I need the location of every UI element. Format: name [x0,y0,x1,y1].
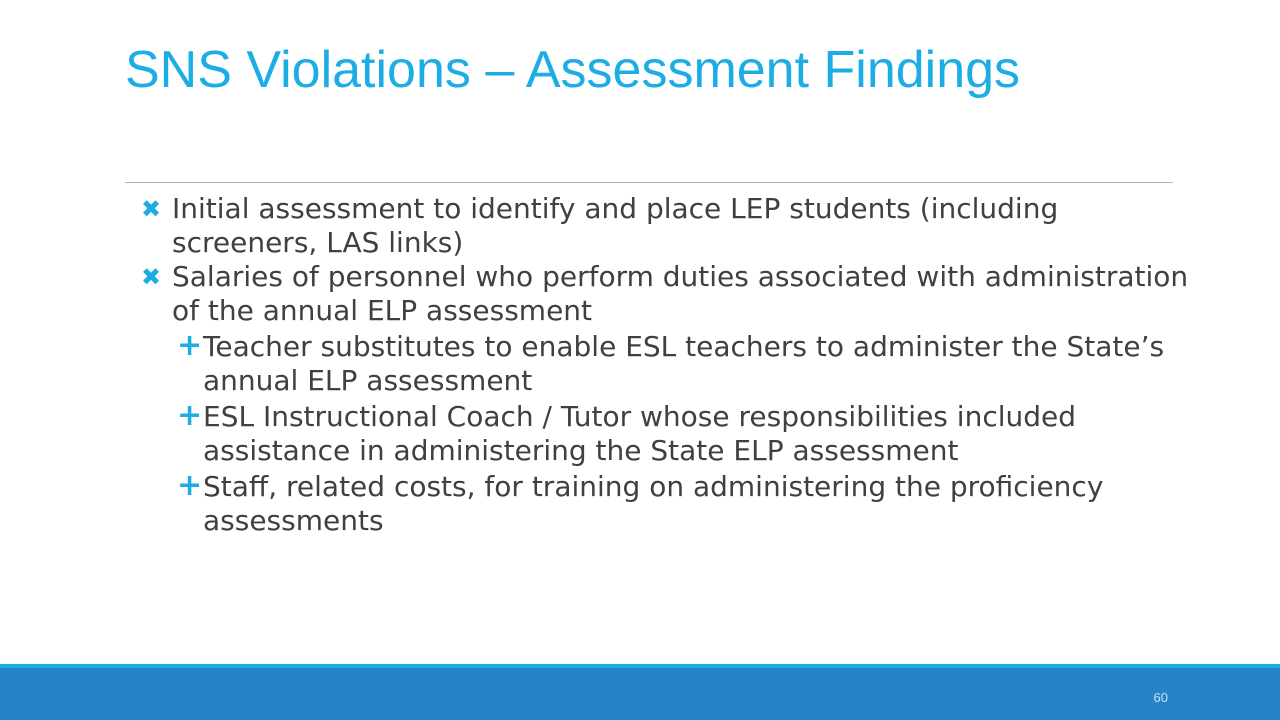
sub-bullet-text: Teacher substitutes to enable ESL teachers to administer the State’s annual ELP assessment [203,330,1165,397]
plus-icon: + [177,468,203,503]
title-divider [125,182,1173,183]
sub-bullet-item [177,330,1191,398]
sub-bullet-item [177,470,1191,538]
bullet-list [141,192,1191,538]
footer-accent-line [0,664,1280,668]
cross-mark-icon: ✖ [141,195,162,223]
footer-bar [0,664,1280,720]
bullet-item [141,192,1191,260]
bullet-text: Initial assessment to identify and place LEP students (including screeners, LAS links) [172,192,1059,259]
bullet-item [141,260,1191,328]
sub-bullet-text: Staff, related costs, for training on administering the proficiency assessments [203,470,1104,537]
slide-title: SNS Violations – Assessment Findings [125,41,1021,99]
plus-icon: + [177,328,203,363]
sub-bullet-item [177,400,1191,468]
sub-bullet-text: ESL Instructional Coach / Tutor whose responsibilities included assistance in administering the State ELP assessment [203,400,1077,467]
plus-icon: + [177,398,203,433]
bullet-text: Salaries of personnel who perform duties associated with administration of the annual ELP assessment [172,260,1189,327]
cross-mark-icon: ✖ [141,263,162,291]
page-number: 60 [1153,690,1168,705]
